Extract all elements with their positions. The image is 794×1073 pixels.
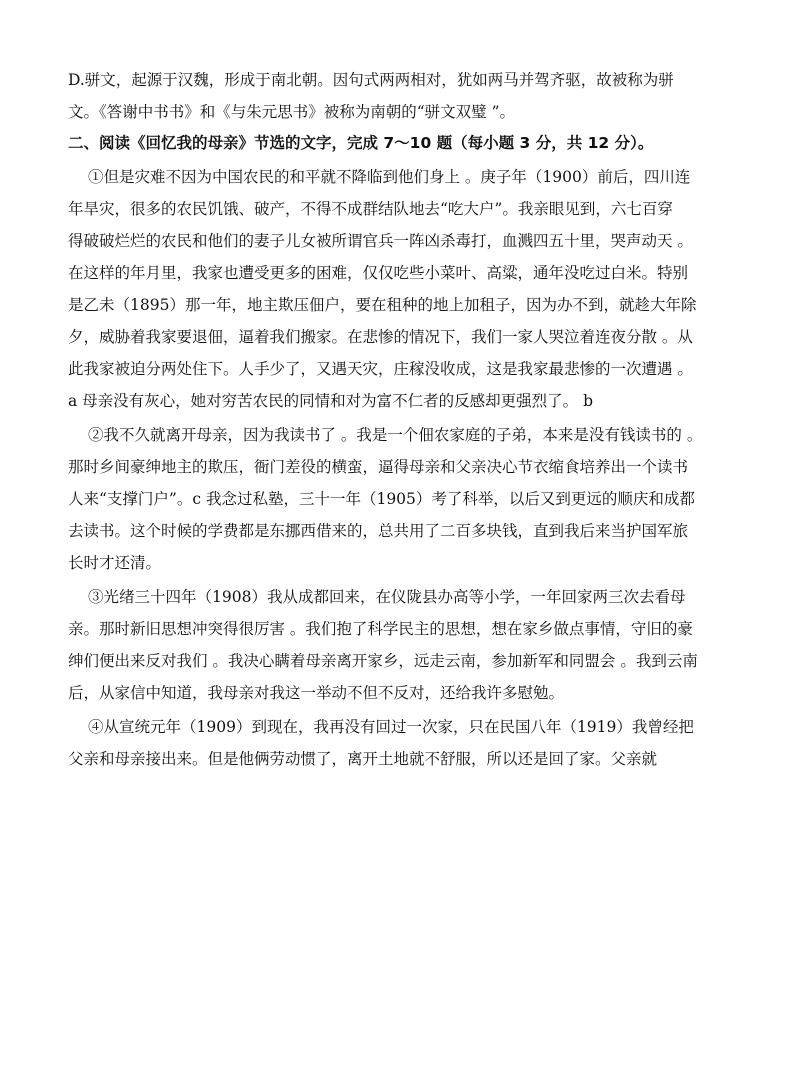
paragraph-2-line-1: ②我不久就离开母亲，因为我读书了 。我是一个佃农家庭的子弟，本来是没有钱读书的 。 (88, 426, 703, 444)
option-d-line-2: 文。《答谢中书书》和《与朱元思书》被称为南朝的“骈文双璧 ”。 (68, 103, 516, 121)
paragraph-1-line-1: ①但是灾难不因为中国农民的和平就不降临到他们身上 。庚子年（1900）前后，四川连 (88, 168, 691, 186)
section-heading: 二、阅读《回忆我的母亲》节选的文字，完成 7～10 题（每小题 3 分，共 12 分）。 (68, 134, 654, 152)
paragraph-3-line-3: 绅们便出来反对我们 。我决心瞒着母亲离开家乡，远走云南，参加新军和同盟会 。我到云南 (68, 652, 698, 670)
paragraph-1-line-8: a 母亲没有灰心，她对穷苦农民的同情和对为富不仁者的反感却更强烈了。 b (68, 392, 594, 410)
paragraph-4-line-1: ④从宣统元年（1909）到现在，我再没有回过一次家，只在民国八年（1919）我曾经把 (88, 718, 694, 736)
paragraph-1-line-4: 在这样的年月里，我家也遭受更多的困难，仅仅吃些小菜叶、高粱，通年没吃过白米。特别 (68, 264, 689, 282)
paragraph-1-line-7: 此我家被迫分两处住下。人手少了，又遇天灾，庄稼没收成，这是我家最悲惨的一次遭遇 。 (68, 360, 693, 378)
paragraph-1-line-6: 夕，威胁着我家要退佃，逼着我们搬家。在悲惨的情况下，我们一家人哭泣着连夜分散 。从 (68, 328, 693, 346)
option-d-line-1: D.骈文，起源于汉魏，形成于南北朝。因句式两两相对，犹如两马并驾齐驱，故被称为骈 (68, 71, 674, 89)
paragraph-3-line-2: 亲。那时新旧思想冲突得很厉害 。我们抱了科学民主的思想，想在家乡做点事情，守旧的豪 (68, 620, 693, 638)
paragraph-4-line-2: 父亲和母亲接出来。但是他俩劳动惯了，离开土地就不舒服，所以还是回了家。父亲就 (68, 750, 658, 768)
paragraph-2-line-5: 长时才还清。 (68, 554, 162, 572)
paragraph-2-line-3: 人来“支撑门户”。c 我念过私塾，三十一年（1905）考了科举，以后又到更远的顺庆和成都 (68, 490, 695, 508)
paragraph-3-line-4: 后，从家信中知道，我母亲对我这一举动不但不反对，还给我许多慰勉。 (68, 684, 565, 702)
paragraph-3-line-1: ③光绪三十四年（1908）我从成都回来，在仪陇县办高等小学，一年回家两三次去看母 (88, 588, 686, 606)
paragraph-2-line-4: 去读书。这个时候的学费都是东挪西借来的，总共用了二百多块钱，直到我后来当护国军旅 (68, 522, 689, 540)
paragraph-1-line-2: 年旱灾，很多的农民饥饿、破产，不得不成群结队地去“吃大户”。我亲眼见到，六七百穿 (68, 200, 673, 218)
paragraph-1-line-5: 是乙未（1895）那一年，地主欺压佃户，要在租种的地上加租子，因为办不到，就趁大年除 (68, 296, 697, 314)
paragraph-1-line-3: 得破破烂烂的农民和他们的妻子儿女被所谓官兵一阵凶杀毒打，血溅四五十里，哭声动天 。 (68, 232, 693, 250)
paragraph-2-line-2: 那时乡间豪绅地主的欺压，衙门差役的横蛮，逼得母亲和父亲决心节衣缩食培养出一个读书 (68, 458, 689, 476)
